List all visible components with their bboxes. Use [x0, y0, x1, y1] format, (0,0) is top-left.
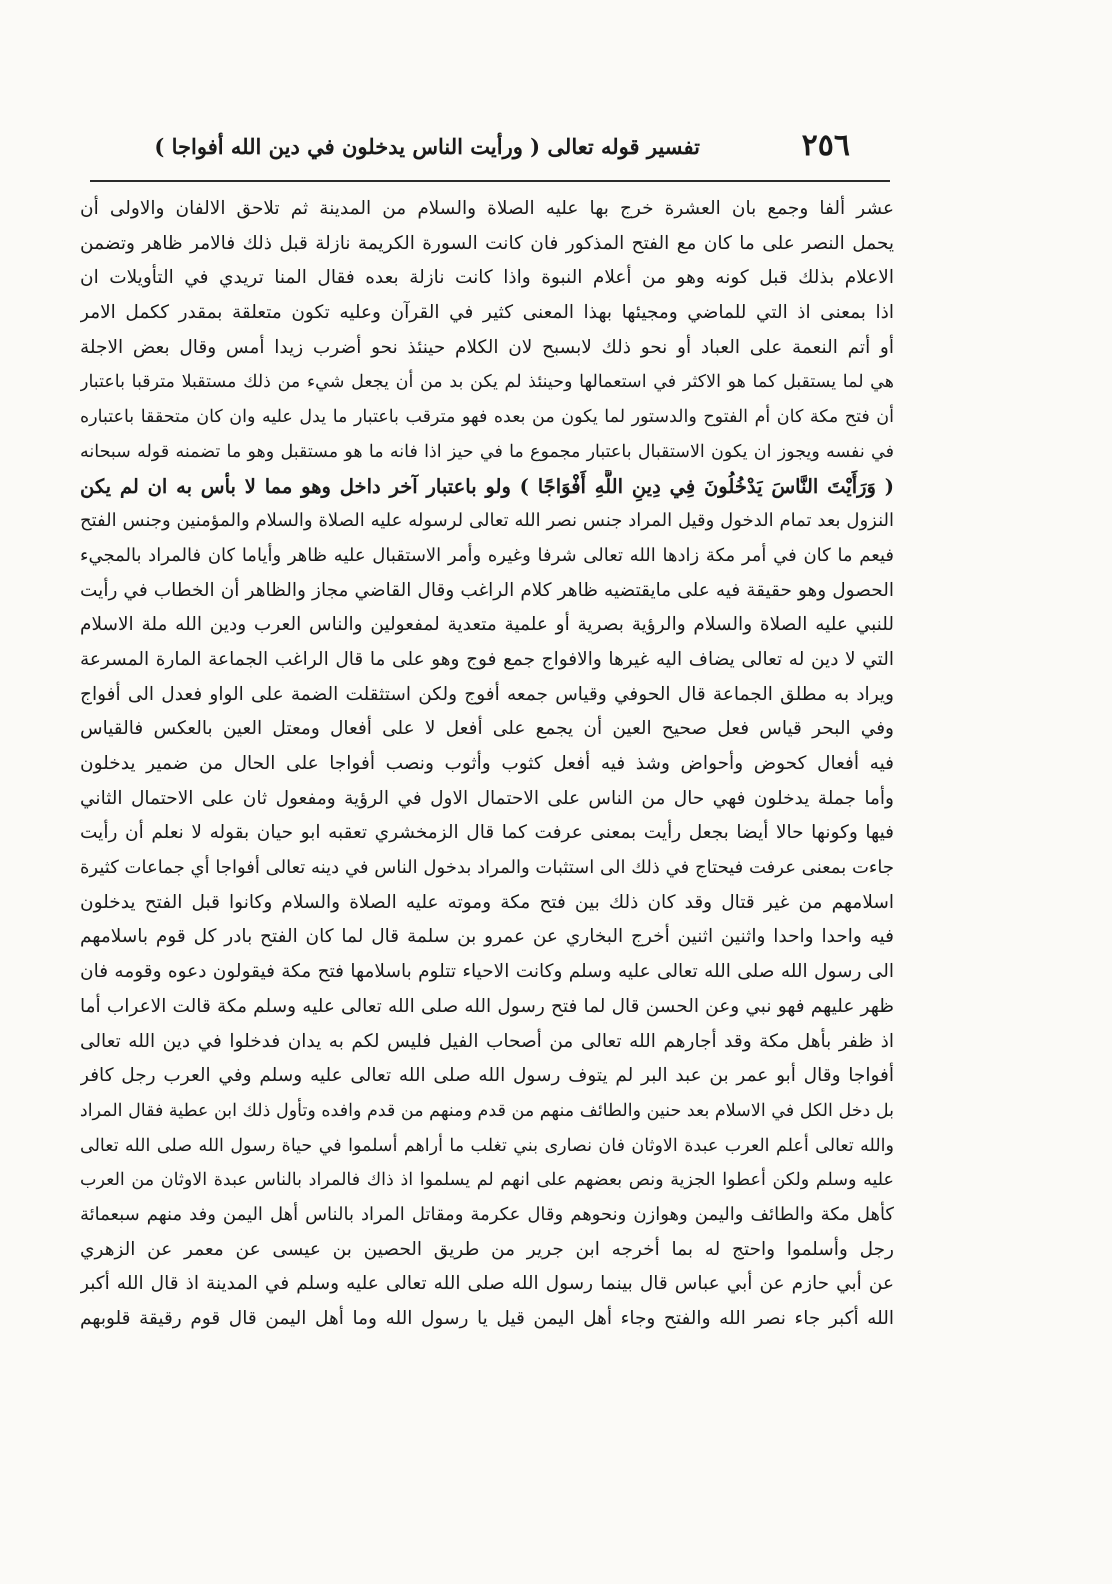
- page-number: ٢٥٦: [801, 128, 850, 163]
- text-line: بل دخل الكل في الاسلام بعد حنين والطائف منهم من قدم ومنهم من قدم وافده وتأول ذلك ابن عطية فقال المراد: [80, 1100, 894, 1121]
- text-line: وفي البحر قياس فعل صحيح العين أن يجمع على أفعل لا على أفعال ومعتل العين بالعكس فالقياس: [80, 718, 894, 740]
- text-line: اذا بمعنى اذ التي للماضي ومجيئها بهذا المعنى كثير في القرآن وعليه تكون متعلقة بمقدر ككمل الامر: [80, 302, 894, 324]
- text-line: فيه أفعال كحوض وأحواض وشذ فيه أفعل كثوب وأثوب ونصب أفواجا على الحال من ضمير يدخلون: [80, 753, 894, 774]
- text-line: أفواجا وقال أبو عمر بن عبد البر لم يتوف رسول الله صلى الله تعالى عليه وسلم وفي العرب رجل كافر: [80, 1065, 894, 1087]
- text-line: الى رسول الله صلى الله تعالى عليه وسلم وكانت الاحياء تتلوم باسلامها فتح مكة فيقولون دعوه وقومه فان: [80, 961, 894, 983]
- text-line: وأما جملة يدخلون فهي حال من الناس على الاحتمال الاول في الرؤية ومفعول ثان على الاحتمال الثاني: [80, 787, 894, 809]
- body-text: [80, 192, 894, 1337]
- text-line: فيعم ما كان في أمر مكة زادها الله تعالى شرفا وغيره وأمر الاستقبال عليه ظاهر وأياما كان فالمراد بالمجيء: [80, 544, 894, 566]
- text-line: رجل وأسلموا واحتج له بما أخرجه ابن جرير من طريق الحصين بن عيسى عن معمر عن الزهري: [80, 1238, 894, 1260]
- text-line: جاءت بمعنى عرفت فيحتاج في ذلك الى استثبات والمراد بدخول الناس في دينه تعالى أفواجا أي جماعات كثيرة: [80, 857, 894, 879]
- text-line: كأهل مكة والطائف واليمن وهوازن ونحوهم وقال عكرمة ومقاتل المراد بالناس أهل اليمن وفد منهم سبعمائة: [80, 1203, 894, 1225]
- text-line: فيها وكونها حالا أيضا بجعل رأيت بمعنى عرفت كما قال الزمخشري تعقبه ابو حيان بقوله لا نعلم أن رأيت: [80, 822, 894, 844]
- text-line: النزول بعد تمام الدخول وقيل المراد جنس نصر الله تعالى لرسوله عليه الصلاة والسلام والمؤمنين وجنس الفتح: [80, 510, 894, 532]
- text-line: التي لا دين له تعالى يضاف اليه غيرها والافواج جمع فوج وهو على ما قال الراغب الجماعة المارة المسرعة: [80, 648, 894, 670]
- text-line: أو أتم النعمة على العباد أو نحو ذلك لابسبح لان الكلام حينئذ نحو أضرب زيدا أمس وقال بعض الاجلة: [80, 336, 894, 358]
- text-line: عشر ألفا وجمع بان العشرة خرج بها عليه الصلاة والسلام من المدينة ثم تلاحق الالفان والاولى أن: [80, 198, 894, 219]
- text-line: الاعلام بذلك قبل كونه وهو من أعلام النبوة واذا كانت نازلة بعده فقال المنا تريدي في التأويلات ان: [80, 267, 894, 289]
- text-line: والله تعالى أعلم العرب عبدة الاوثان فان نصارى بني تغلب ما أراهم أسلموا في حياة رسول الله صلى الله تعالى: [80, 1135, 894, 1156]
- header-rule: [90, 180, 890, 182]
- text-line: ويراد به مطلق الجماعة قال الحوفي وقياس جمعه أفوج ولكن استثقلت الضمة على الواو فعدل الى أفواج: [80, 683, 894, 705]
- quran-verse-line: ( وَرَأَيْتَ النَّاسَ يَدْخُلُونَ فِي دِينِ اللَّهِ أَفْوَاجًا ) ولو باعتبار آخر داخل وهو مما لا بأس به ان لم يكن: [80, 474, 894, 498]
- text-line: عن أبي حازم عن أبي عباس قال بينما رسول الله صلى الله تعالى عليه وسلم في المدينة اذ قال الله أكبر: [80, 1273, 894, 1295]
- text-line: فيه واحدا واحدا واثنين اثنين أخرج البخاري عن عمرو بن سلمة قال لما كان الفتح بادر كل قوم باسلامهم: [80, 926, 894, 948]
- page-header: [154, 128, 850, 168]
- text-line: الله أكبر جاء نصر الله والفتح وجاء أهل اليمن قيل يا رسول الله وما أهل اليمن قال قوم رقيقة قلوبهم: [80, 1308, 894, 1329]
- text-line: ظهر عليهم فهو نبي وعن الحسن قال لما فتح رسول الله صلى الله تعالى عليه وسلم مكة قالت الاعراب أما: [80, 995, 894, 1017]
- text-line: للنبي عليه الصلاة والسلام والرؤية بصرية أو علمية متعدية لمفعولين والناس العرب ودين الله ملة الاسلام: [80, 614, 894, 636]
- text-line: هي لما يستقبل كما هو الاكثر في استعمالها وحينئذ لم يكن بد من أن يجعل شيء من ذلك مستقبلا مترقبا باعتبار: [80, 372, 894, 393]
- text-line: في نفسه ويجوز ان يكون الاستقبال باعتبار مجموع ما في حيز اذا فانه ما هو مستقبل وهو ما تضمنه قوله سبحانه: [80, 441, 894, 462]
- text-line: عليه وسلم ولكن أعطوا الجزية ونص بعضهم على انهم لم يسلموا اذ ذاك فالمراد بالناس عبدة الاوثان من العرب: [80, 1170, 894, 1191]
- text-line: يحمل النصر على ما كان مع الفتح المذكور فان كانت السورة الكريمة نازلة قبل ذلك فالامر ظاهر وتضمن: [80, 232, 894, 254]
- text-line: أن فتح مكة كان أم الفتوح والدستور لما يكون من بعده فهو مترقب باعتبار ما يدل عليه وان كان متحققا باعتباره: [80, 407, 894, 428]
- text-line: الحصول وهو حقيقة فيه على مايقتضيه ظاهر كلام الراغب وقال القاضي مجاز والظاهر أن الخطاب في رأيت: [80, 579, 894, 601]
- text-line: اسلامهم من غير قتال وقد كان ذلك بين فتح مكة وموته عليه الصلاة والسلام وكانوا قبل الفتح يدخلون: [80, 891, 894, 913]
- text-line: اذ ظفر بأهل مكة وقد أجارهم الله تعالى من أصحاب الفيل فليس لكم به يدان فدخلوا في دين الله تعالى: [80, 1030, 894, 1052]
- running-title: تفسير قوله تعالى ( ورأيت الناس يدخلون في دين الله أفواجا ): [154, 134, 700, 159]
